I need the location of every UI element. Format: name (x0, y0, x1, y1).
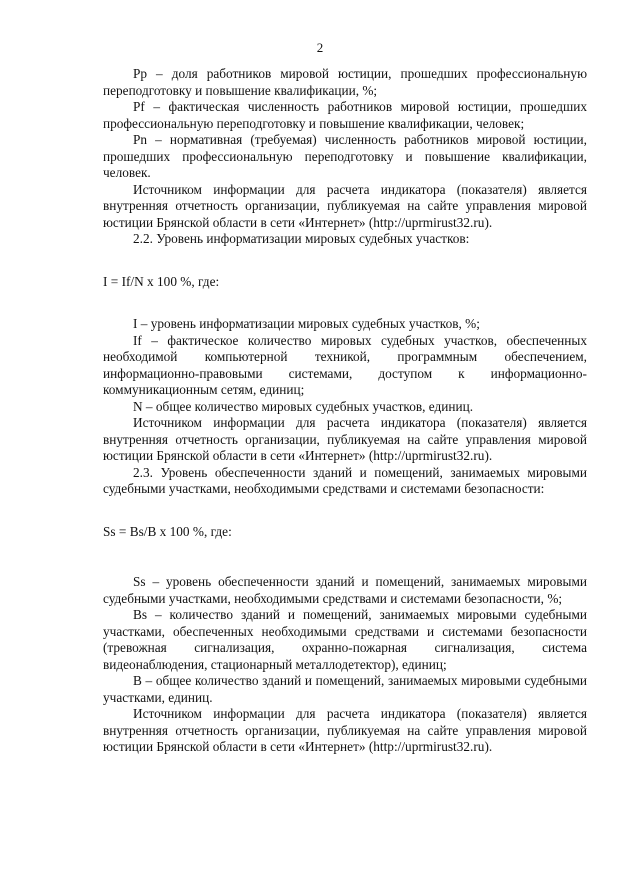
definition-pf: Pf – фактическая численность работников мировой юстиции, прошедших профессиональную переподготовку и повышение квалификации, человек; (103, 99, 587, 131)
document-body (103, 66, 587, 756)
section-heading-2-3: 2.3. Уровень обеспеченности зданий и помещений, занимаемых мировыми судебными участками, необходимыми средствами и системами безопасности: (103, 464, 587, 496)
formula-security: Ss = Bs/B х 100 %, где: (103, 523, 232, 539)
definition-if: If – фактическое количество мировых судебных участков, обеспеченных необходимой компьютерной техникой, программным обеспечением, информационно-правовыми системами, доступом к информационно-коммуникационным сетям, единиц; (103, 332, 587, 397)
source-note-1: Источником информации для расчета индикатора (показателя) является внутренняя отчетность организации, публикуемая на сайте управления мировой юстиции Брянской области в сети «Интернет» (http://uprmirust32.ru). (103, 181, 587, 230)
definition-pp: Pp – доля работников мировой юстиции, прошедших профессиональную переподготовку и повышение квалификации, %; (103, 66, 587, 98)
definition-b: B – общее количество зданий и помещений, занимаемых мировыми судебными участками, единиц. (103, 673, 587, 705)
definition-n: N – общее количество мировых судебных участков, единиц. (133, 398, 474, 414)
definition-i: I – уровень информатизации мировых судебных участков, %; (133, 316, 480, 331)
definition-ss: Ss – уровень обеспеченности зданий и помещений, занимаемых мировыми судебными участками, необходимыми средствами и системами безопасности, %; (103, 574, 587, 606)
source-note-2: Источником информации для расчета индикатора (показателя) является внутренняя отчетность организации, публикуемая на сайте управления мировой юстиции Брянской области в сети «Интернет» (http://uprmirust32.ru). (103, 415, 587, 463)
section-heading-2-2: 2.2. Уровень информатизации мировых судебных участков: (133, 231, 470, 246)
definition-bs: Bs – количество зданий и помещений, занимаемых мировыми судебными участками, обеспеченных необходимыми средствами и системами безопасности (тревожная сигнализация, охранно-пожарная сигнализация, система видеонаблюдения, стационарный металлодетектор), единиц; (103, 607, 587, 672)
definition-pn: Pn – нормативная (требуемая) численность работников мировой юстиции, прошедших профессиональную переподготовку и повышение квалификации, человек. (103, 132, 587, 180)
page-number: 2 (316, 40, 324, 55)
formula-informatization: I = If/N х 100 %, где: (103, 273, 220, 289)
source-note-3: Источником информации для расчета индикатора (показателя) является внутренняя отчетность организации, публикуемая на сайте управления мировой юстиции Брянской области в сети «Интернет» (http://uprmirust32.ru). (103, 706, 587, 754)
